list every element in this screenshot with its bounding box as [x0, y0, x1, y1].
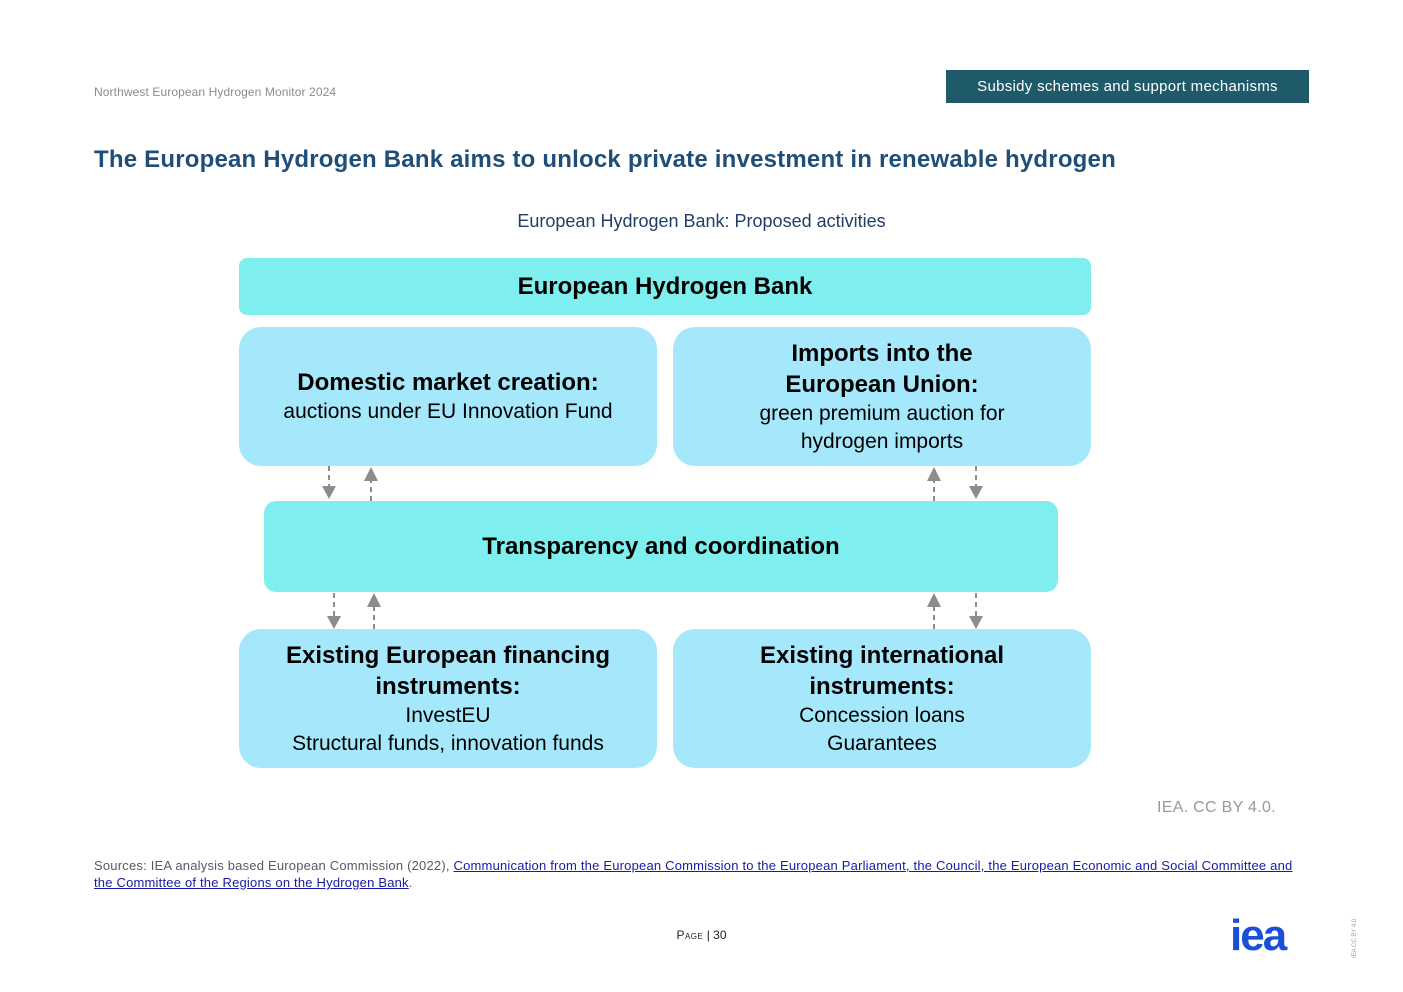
document-title: Northwest European Hydrogen Monitor 2024 [94, 85, 337, 99]
box-text: Guarantees [827, 731, 937, 755]
box-text: green premium auction for [759, 401, 1005, 425]
box-title: Domestic market creation: [297, 369, 599, 396]
arrow-up-head [927, 467, 941, 481]
section-label: Subsidy schemes and support mechanisms [946, 70, 1309, 103]
box-international-instruments [673, 629, 1091, 768]
box-text: Structural funds, innovation funds [292, 731, 604, 755]
box-title: European Hydrogen Bank [517, 273, 813, 300]
page-number [0, 928, 1403, 942]
arrow-up-head [367, 593, 381, 607]
arrow-up-head [364, 467, 378, 481]
box-title: European Union: [785, 370, 979, 398]
sources-prefix: Sources: IEA analysis based European Commission (2022), [94, 858, 454, 873]
page-label: Page [676, 928, 704, 942]
box-text: Concession loans [799, 703, 965, 727]
box-title: Transparency and coordination [482, 533, 840, 560]
arrow-up-head [927, 593, 941, 607]
box-text: hydrogen imports [800, 429, 964, 453]
box-european-financing [239, 629, 657, 768]
box-title: instruments: [809, 672, 955, 700]
box-text: InvestEU [405, 703, 491, 727]
license-credit: IEA. CC BY 4.0. [1157, 799, 1276, 816]
iea-logo-icon [1230, 917, 1310, 953]
box-text: auctions under EU Innovation Fund [283, 400, 613, 423]
page-separator: | [703, 928, 714, 942]
sources-suffix: . [408, 875, 413, 890]
box-title: Imports into the [791, 339, 973, 367]
box-imports-eu [673, 327, 1091, 466]
sources-note [94, 857, 1294, 891]
arrow-down-head [322, 486, 336, 499]
page-value: 30 [713, 928, 727, 942]
arrow-down-head [327, 616, 341, 629]
box-european-hydrogen-bank [239, 258, 1091, 315]
box-title: instruments: [375, 672, 521, 700]
box-domestic-market-creation [239, 327, 657, 466]
figure-title: European Hydrogen Bank: Proposed activities [517, 211, 886, 231]
box-title: Existing European financing [285, 641, 611, 669]
vertical-license-note: IEA CC BY 4.0. [1352, 917, 1358, 958]
sources-link[interactable]: Communication from the European Commission to the European Parliament, the Council, the European Economic and Social Committee and the Committee of the Regions on the Hydrogen Bank [94, 858, 1293, 890]
page-title: The European Hydrogen Bank aims to unlock private investment in renewable hydrogen [94, 146, 1116, 173]
box-transparency-coordination [264, 501, 1058, 592]
arrow-down-head [969, 616, 983, 629]
arrow-down-head [969, 486, 983, 499]
box-title: Existing international [759, 641, 1005, 669]
svg-text:iea: iea [1230, 917, 1286, 953]
